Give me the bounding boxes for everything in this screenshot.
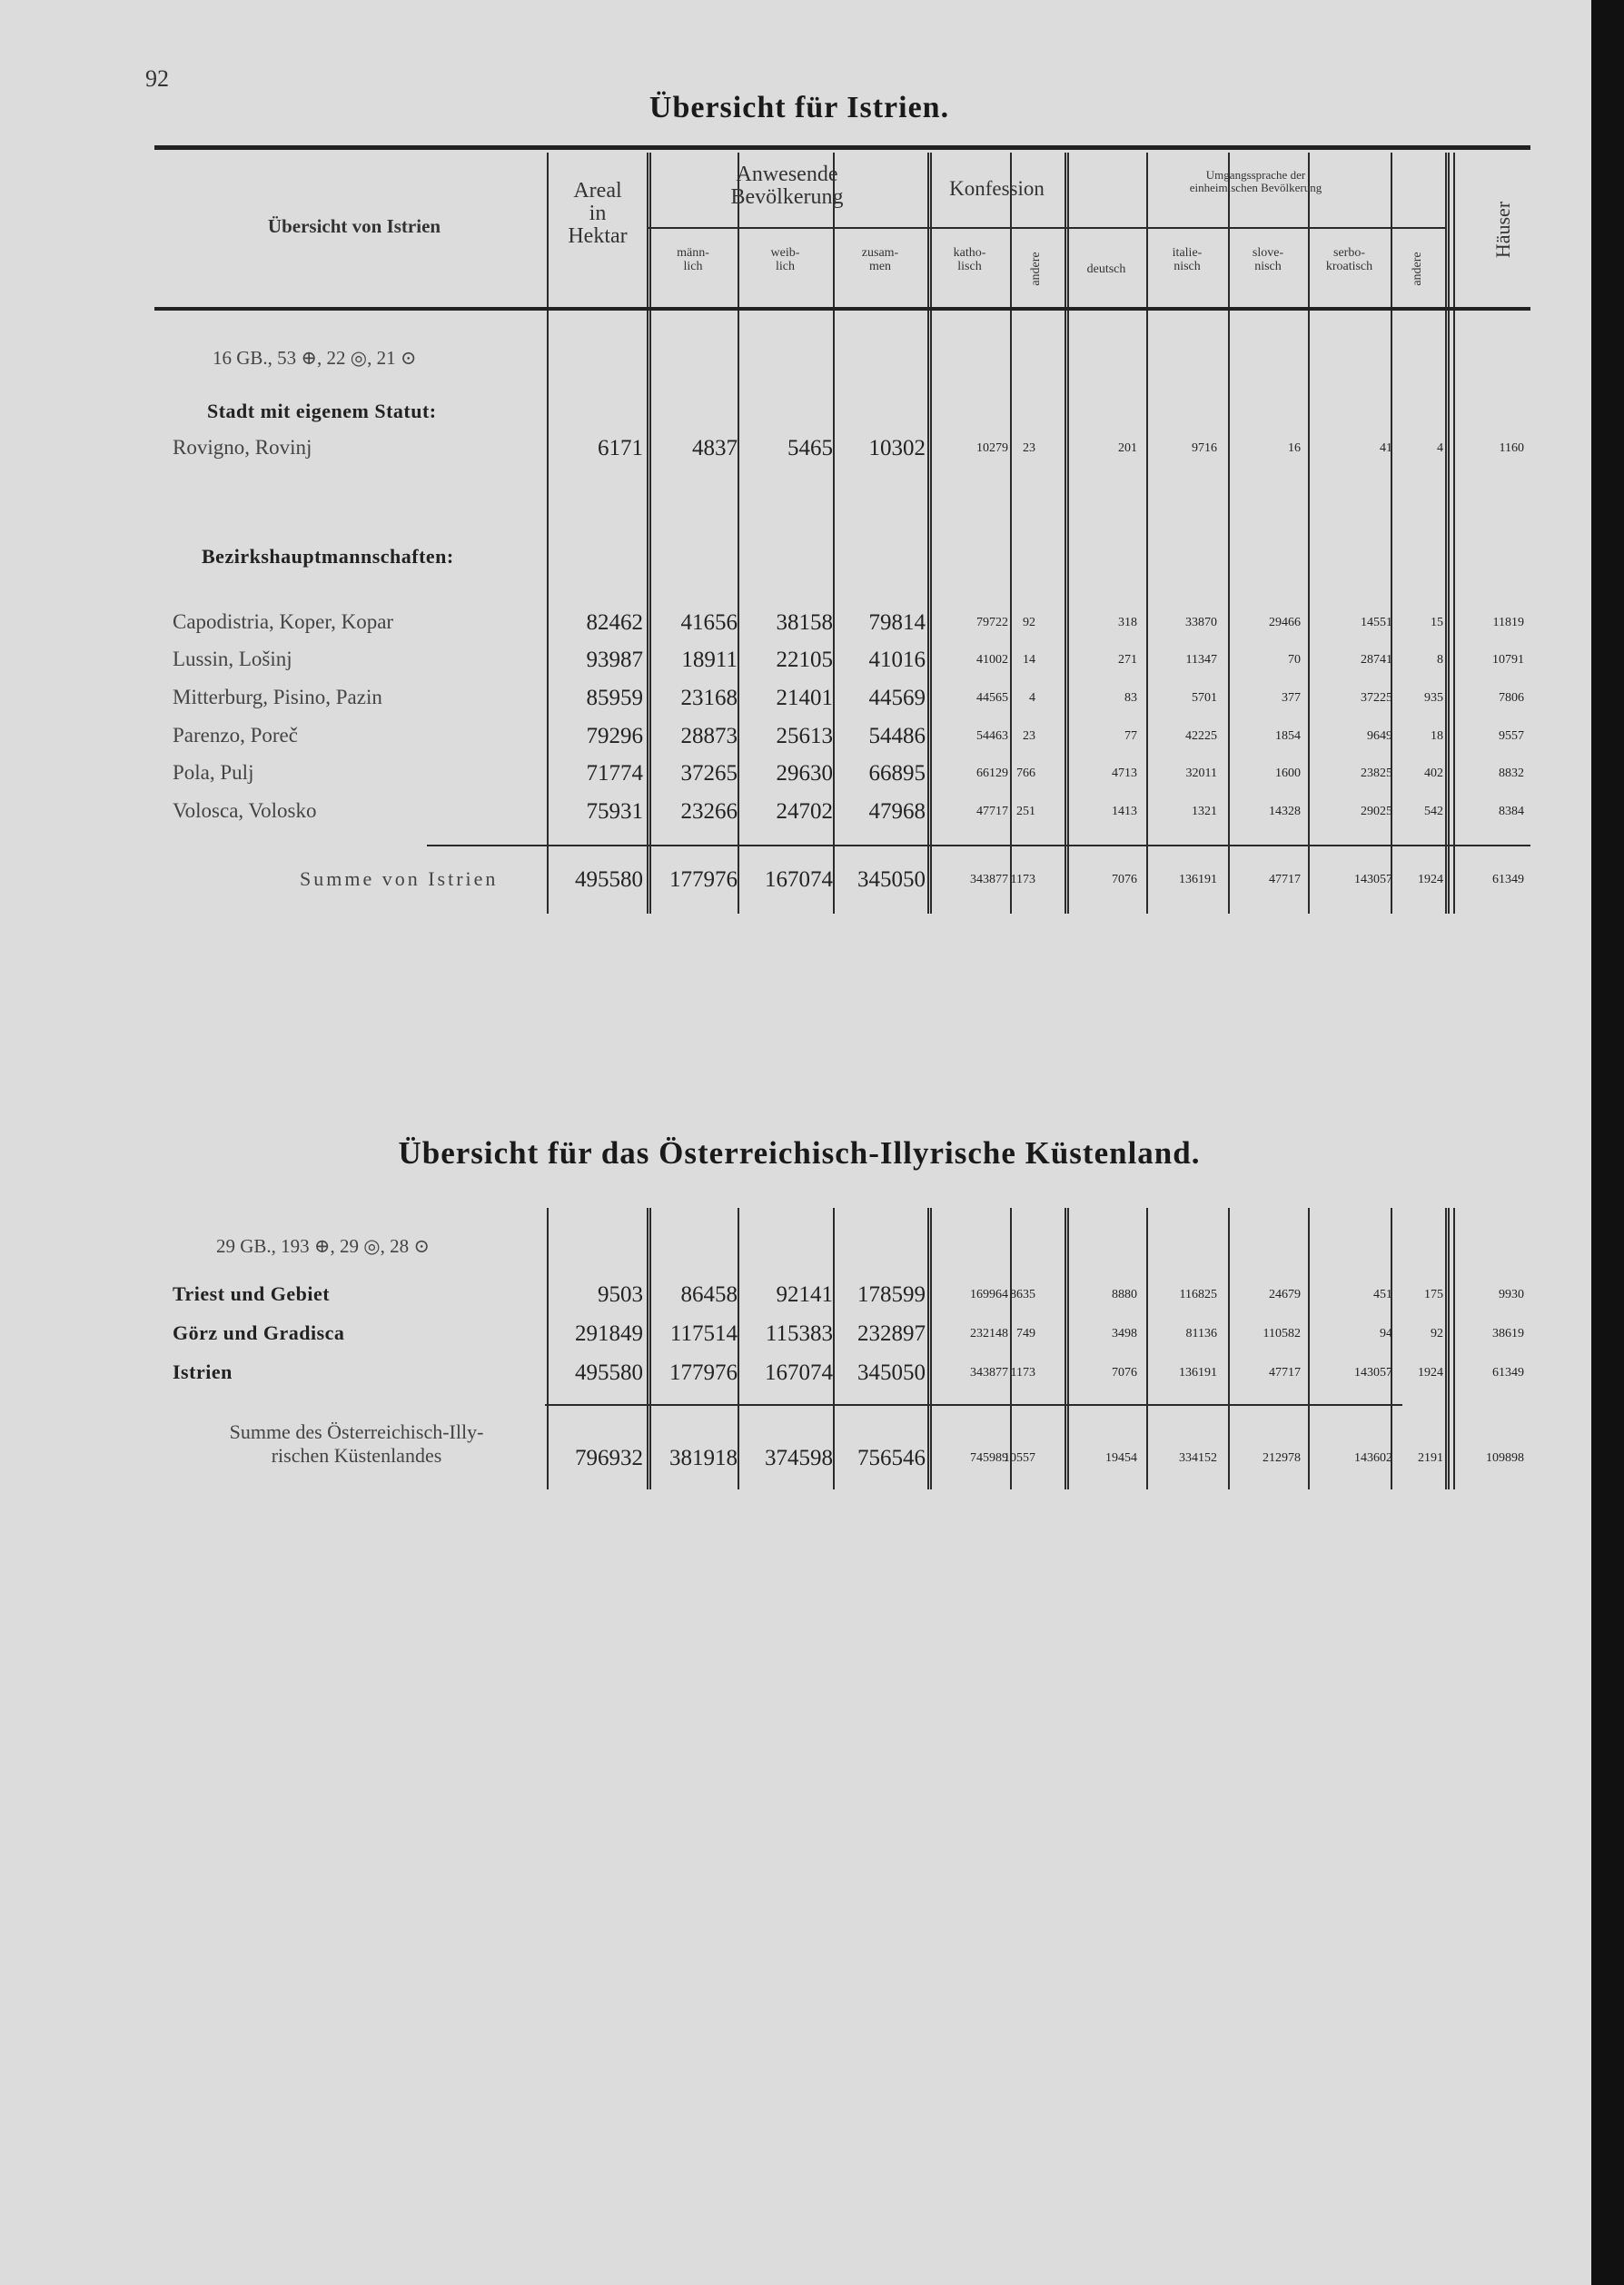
konfession-header: Konfession (949, 177, 1045, 200)
page-number: 92 (145, 65, 169, 92)
serbokroatisch-header-line: serbo- (1333, 246, 1365, 260)
row-rule (545, 1404, 1402, 1406)
bezirk-row-name: Pola, Pulj (173, 761, 254, 784)
maennlich-header-line: männ- (677, 246, 709, 260)
bezirk-row-value: 15 (1431, 616, 1443, 629)
bezirk-row-value: 29630 (776, 761, 833, 786)
bezirk-row-value: 92 (1023, 616, 1035, 629)
bezirk-row-value: 9557 (1499, 729, 1524, 743)
kuestenland-row-value: 177976 (669, 1360, 738, 1385)
areal-header (549, 180, 647, 249)
kuestenland-row-value: 92141 (776, 1282, 833, 1307)
stadt-row-value: 4 (1437, 441, 1443, 455)
umgangssprache-line: einheimischen Bevölkerung (1189, 180, 1322, 194)
kuestenland-row-value: 94 (1380, 1327, 1392, 1340)
bezirk-row-value: 66895 (868, 761, 926, 786)
kuestenland-row-value: 1173 (1010, 1366, 1035, 1380)
kuestenland-row-value: 3498 (1112, 1327, 1137, 1340)
stadt-row-value: 16 (1288, 441, 1301, 455)
zusammen-header-line: zusam- (861, 246, 899, 260)
kuestenland-row-value: 167074 (765, 1360, 833, 1385)
bezirk-row-value: 41016 (868, 648, 926, 672)
katholisch-header-line: katho- (953, 246, 986, 260)
stadt-row-value: 9716 (1192, 441, 1217, 455)
bezirk-row-value: 10791 (1492, 653, 1524, 667)
istrien-sum-row-value: 343877 (970, 873, 1008, 886)
bezirk-row-value: 5701 (1192, 691, 1217, 705)
bezirk-row-value: 54463 (976, 729, 1008, 743)
kuestenland-summary-line: 29 GB., 193 ⊕, 29 ◎, 28 ⊙ (216, 1235, 430, 1257)
bezirk-row-value: 8 (1437, 653, 1443, 667)
column-rule (1453, 1208, 1455, 1489)
stadt-row-name: Rovigno, Rovinj (173, 436, 312, 459)
bezirk-row-value: 23168 (680, 686, 738, 710)
bezirk-heading: Bezirkshauptmannschaften: (202, 545, 454, 568)
bezirk-row-value: 935 (1424, 691, 1443, 705)
istrien-sum-row-value: 1924 (1418, 873, 1443, 886)
bezirk-row-value: 33870 (1185, 616, 1217, 629)
kuestenland-row-value: 86458 (680, 1282, 738, 1307)
kuestenland-row-value: 495580 (575, 1360, 643, 1385)
kuestenland-row-value: 136191 (1179, 1366, 1217, 1380)
row-rule (1066, 227, 1445, 229)
istrien-sum-row-value: 495580 (575, 867, 643, 892)
bezirk-row-value: 79814 (868, 610, 926, 635)
istrien-sum-row-value: 143057 (1354, 873, 1392, 886)
stadt-row-value: 10302 (868, 436, 926, 460)
kuestenland-row-value: 115383 (765, 1321, 833, 1346)
serbokroatisch-header-line: kroatisch (1325, 259, 1373, 273)
kuestenland-row-value: 38619 (1492, 1327, 1524, 1340)
column-rule (1445, 153, 1450, 914)
bezirk-row-value: 41656 (680, 610, 738, 635)
kuestenland-row-name: Istrien (173, 1360, 233, 1383)
bezirk-row-value: 1600 (1275, 767, 1301, 780)
row-rule (649, 227, 927, 229)
column-rule (927, 1208, 932, 1489)
bezirk-row-value: 44565 (976, 691, 1008, 705)
bezirk-row-value: 271 (1118, 653, 1137, 667)
slovenisch-header-line: nisch (1254, 259, 1282, 273)
areal-header-line: in (589, 202, 607, 226)
deutsch-header: deutsch (1086, 262, 1126, 276)
kuestenland-sum-label (173, 1420, 540, 1469)
slovenisch-header-line: slove- (1252, 246, 1284, 260)
kuestenland-row-value: 175 (1424, 1288, 1443, 1301)
bezirk-row-value: 1321 (1192, 805, 1217, 818)
katholisch-header-line: lisch (957, 259, 982, 273)
bezirk-row-value: 14 (1023, 653, 1035, 667)
katholisch-header (929, 247, 1010, 273)
bezirk-row-value: 11819 (1492, 616, 1524, 629)
column-rule (1453, 153, 1455, 914)
kuestenland-sum-row-value: 745989 (970, 1451, 1008, 1465)
istrien-sum-row-value: 1173 (1010, 873, 1035, 886)
anwesende-header-line: Anwesende (736, 163, 838, 186)
column-rule (1146, 1208, 1148, 1489)
bezirk-row-value: 14551 (1361, 616, 1392, 629)
kuestenland-sum-row-value: 143602 (1354, 1451, 1392, 1465)
bezirk-row-value: 8832 (1499, 767, 1524, 780)
bezirk-row-value: 14328 (1269, 805, 1301, 818)
weiblich-header-line: lich (776, 259, 795, 273)
bezirk-row-value: 23 (1023, 729, 1035, 743)
konf-andere-header: andere (1029, 252, 1043, 286)
kuestenland-sum-row-value: 374598 (765, 1446, 833, 1470)
kuestenland-row-value: 8635 (1010, 1288, 1035, 1301)
maennlich-header (649, 247, 738, 273)
kuestenland-row-value: 451 (1373, 1288, 1392, 1301)
kuestenland-row-value: 24679 (1269, 1288, 1301, 1301)
kuestenland-row-value: 749 (1016, 1327, 1035, 1340)
kuestenland-row-value: 143057 (1354, 1366, 1392, 1380)
kuestenland-row-value: 8880 (1112, 1288, 1137, 1301)
italienisch-header-line: nisch (1173, 259, 1201, 273)
bezirk-row-value: 79296 (586, 724, 643, 748)
maennlich-header-line: lich (683, 259, 703, 273)
bezirk-row-value: 25613 (776, 724, 833, 748)
italienisch-header-line: italie- (1172, 246, 1203, 260)
istrien-sum-row-value: 345050 (857, 867, 926, 892)
istrien-sum-row-value: 47717 (1269, 873, 1301, 886)
bezirk-row-value: 37225 (1361, 691, 1392, 705)
serbokroatisch-header (1308, 247, 1391, 273)
kuestenland-sum-row-value: 756546 (857, 1446, 926, 1470)
stadt-row-value: 23 (1023, 441, 1035, 455)
bezirk-row-value: 1854 (1275, 729, 1301, 743)
stadt-heading: Stadt mit eigenem Statut: (207, 400, 437, 422)
kuestenland-sum-row-value: 109898 (1486, 1451, 1524, 1465)
kuestenland-sum-row-value: 212978 (1263, 1451, 1301, 1465)
row-rule (929, 227, 1065, 229)
bezirk-row-name: Capodistria, Koper, Kopar (173, 610, 394, 633)
bezirk-row-name: Parenzo, Poreč (173, 724, 298, 747)
kuestenland-sum-row-value: 2191 (1418, 1451, 1443, 1465)
istrien-sum-label: Summe von Istrien (300, 867, 499, 890)
anwesende-header-line: Bevölkerung (730, 185, 844, 210)
kuestenland-sum-row-value: 796932 (575, 1446, 643, 1470)
bezirk-row-value: 377 (1282, 691, 1301, 705)
bezirk-row-value: 38158 (776, 610, 833, 635)
column-rule (1391, 1208, 1392, 1489)
kuestenland-row-value: 345050 (857, 1360, 926, 1385)
column-rule (1391, 153, 1392, 914)
kuestenland-row-value: 117514 (669, 1321, 738, 1346)
bezirk-row-value: 77 (1124, 729, 1137, 743)
istrien-summary-line: 16 GB., 53 ⊕, 22 ◎, 21 ⊙ (213, 347, 417, 369)
row-rule (154, 307, 1530, 311)
kuestenland-row-value: 47717 (1269, 1366, 1301, 1380)
kuestenland-row-value: 9503 (598, 1282, 643, 1307)
bezirk-row-value: 32011 (1185, 767, 1217, 780)
kuestenland-row-name: Görz und Gradisca (173, 1321, 345, 1344)
bezirk-row-value: 83 (1124, 691, 1137, 705)
bezirk-row-name: Volosca, Volosko (173, 799, 317, 822)
kuestenland-row-value: 169964 (970, 1288, 1008, 1301)
bezirk-row-value: 7806 (1499, 691, 1524, 705)
row-header-label: Übersicht von Istrien (267, 215, 441, 237)
istrien-sum-row-value: 167074 (765, 867, 833, 892)
bezirk-row-value: 37265 (680, 761, 738, 786)
bezirk-row-value: 1413 (1112, 805, 1137, 818)
bezirk-row-value: 766 (1016, 767, 1035, 780)
bezirk-row-value: 542 (1424, 805, 1443, 818)
kuestenland-row-value: 116825 (1179, 1288, 1217, 1301)
stadt-row-value: 201 (1118, 441, 1137, 455)
kuestenland-sum-label-line: rischen Küstenlandes (271, 1444, 442, 1468)
kuestenland-row-name: Triest und Gebiet (173, 1282, 331, 1305)
bezirk-row-value: 21401 (776, 686, 833, 710)
bezirk-row-name: Mitterburg, Pisino, Pazin (173, 686, 382, 708)
kuestenland-sum-row-value: 19454 (1105, 1451, 1137, 1465)
kuestenland-row-value: 81136 (1185, 1327, 1217, 1340)
column-rule (1228, 1208, 1230, 1489)
zusammen-header (833, 247, 927, 273)
bezirk-row-value: 4 (1029, 691, 1035, 705)
kuestenland-row-value: 92 (1431, 1327, 1443, 1340)
areal-header-line: Hektar (568, 224, 628, 249)
kuestenland-sum-row-value: 10557 (1004, 1451, 1035, 1465)
slovenisch-header (1228, 247, 1308, 273)
bezirk-row-value: 71774 (586, 761, 643, 786)
bezirk-row-value: 44569 (868, 686, 926, 710)
bezirk-row-value: 70 (1288, 653, 1301, 667)
sprache-andere-header: andere (1411, 252, 1424, 286)
kuestenland-sum-row-value: 334152 (1179, 1451, 1217, 1465)
istrien-sum-row-value: 61349 (1492, 873, 1524, 886)
bezirk-row-value: 9649 (1367, 729, 1392, 743)
bezirk-row-value: 75931 (586, 799, 643, 824)
column-rule (1065, 1208, 1069, 1489)
bezirk-row-value: 66129 (976, 767, 1008, 780)
bezirk-row-value: 82462 (586, 610, 643, 635)
title-istrien: Übersicht für Istrien. (649, 91, 950, 124)
kuestenland-sum-label-line: Summe des Österreichisch-Illy- (229, 1420, 484, 1443)
italienisch-header (1146, 247, 1228, 273)
bezirk-row-value: 23266 (680, 799, 738, 824)
title-kuestenland: Übersicht für das Österreichisch-Illyrische Küstenland. (398, 1135, 1201, 1171)
kuestenland-row-value: 110582 (1263, 1327, 1301, 1340)
stadt-row-value: 1160 (1499, 441, 1524, 455)
umgangssprache-header (1066, 169, 1445, 193)
bezirk-row-value: 318 (1118, 616, 1137, 629)
stadt-row-value: 4837 (692, 436, 738, 460)
kuestenland-row-value: 7076 (1112, 1366, 1137, 1380)
column-rule (1010, 153, 1012, 914)
haeuser-header: Häuser (1491, 201, 1514, 259)
bezirk-row-value: 8384 (1499, 805, 1524, 818)
areal-header-line: Areal (573, 179, 622, 203)
stadt-row-value: 41 (1380, 441, 1392, 455)
header-top-rule (154, 145, 1530, 150)
bezirk-row-value: 54486 (868, 724, 926, 748)
weiblich-header-line: weib- (770, 246, 800, 260)
bezirk-row-value: 22105 (776, 648, 833, 672)
bezirk-row-value: 79722 (976, 616, 1008, 629)
kuestenland-row-value: 61349 (1492, 1366, 1524, 1380)
kuestenland-sum-row-value: 381918 (669, 1446, 738, 1470)
kuestenland-row-value: 232897 (857, 1321, 926, 1346)
istrien-sum-row-value: 177976 (669, 867, 738, 892)
kuestenland-row-value: 232148 (970, 1327, 1008, 1340)
bezirk-row-value: 41002 (976, 653, 1008, 667)
bezirk-row-value: 18 (1431, 729, 1443, 743)
bezirk-row-value: 18911 (681, 648, 738, 672)
bezirk-row-value: 29025 (1361, 805, 1392, 818)
kuestenland-row-value: 9930 (1499, 1288, 1524, 1301)
stadt-row-value: 5465 (787, 436, 833, 460)
istrien-sum-row-value: 136191 (1179, 873, 1217, 886)
bezirk-row-value: 29466 (1269, 616, 1301, 629)
kuestenland-row-value: 291849 (575, 1321, 643, 1346)
kuestenland-row-value: 1924 (1418, 1366, 1443, 1380)
zusammen-header-line: men (868, 259, 892, 273)
weiblich-header (738, 247, 833, 273)
bezirk-row-value: 28873 (680, 724, 738, 748)
bezirk-row-value: 251 (1016, 805, 1035, 818)
bezirk-row-value: 85959 (586, 686, 643, 710)
umgangssprache-line: Umgangssprache der (1205, 168, 1306, 182)
bezirk-row-value: 11347 (1185, 653, 1217, 667)
bezirk-row-value: 42225 (1185, 729, 1217, 743)
bezirk-row-value: 402 (1424, 767, 1443, 780)
bezirk-row-value: 93987 (586, 648, 643, 672)
anwesende-header (647, 163, 927, 209)
bezirk-row-value: 28741 (1361, 653, 1392, 667)
bezirk-row-name: Lussin, Lošinj (173, 648, 292, 670)
column-rule (1308, 1208, 1310, 1489)
bezirk-row-value: 4713 (1112, 767, 1137, 780)
stadt-row-value: 10279 (976, 441, 1008, 455)
stadt-row-value: 6171 (598, 436, 643, 460)
kuestenland-row-value: 178599 (857, 1282, 926, 1307)
bezirk-row-value: 23825 (1361, 767, 1392, 780)
row-rule (427, 845, 1530, 846)
kuestenland-row-value: 343877 (970, 1366, 1008, 1380)
bezirk-row-value: 47968 (868, 799, 926, 824)
column-rule (1010, 1208, 1012, 1489)
bezirk-row-value: 24702 (776, 799, 833, 824)
column-rule (1445, 1208, 1450, 1489)
istrien-sum-row-value: 7076 (1112, 873, 1137, 886)
bezirk-row-value: 47717 (976, 805, 1008, 818)
